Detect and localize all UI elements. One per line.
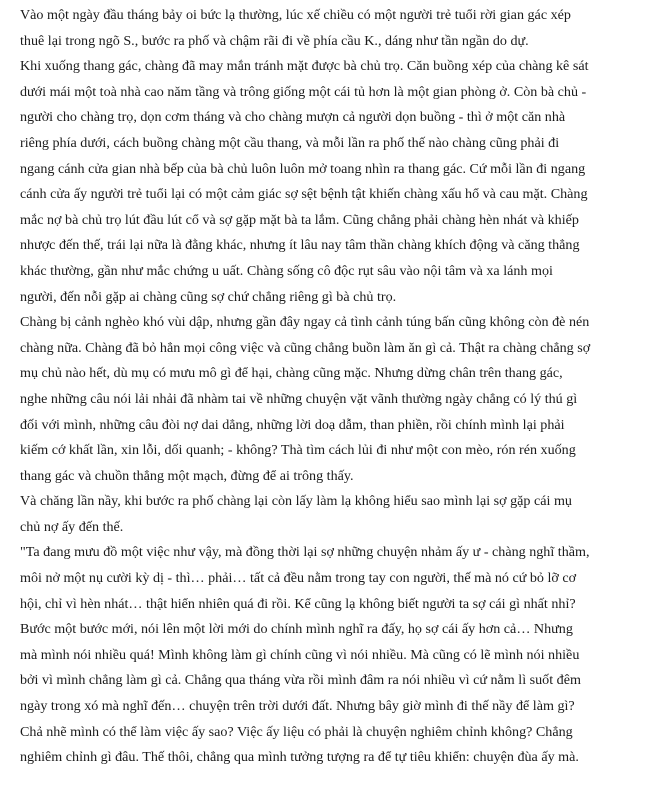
text-line: người, đến nỗi gặp ai chàng cũng sợ chứ chẳng riêng gì bà chủ trọ. xyxy=(20,288,397,305)
text-line: chủ nợ ấy đến thế. xyxy=(20,518,124,535)
text-line: Vào một ngày đầu tháng bảy oi bức lạ thường, lúc xế chiều có một người trẻ tuổi rời gian gác xép xyxy=(20,7,571,23)
text-line: khác thường, gần như mắc chứng u uất. Chàng sống cô độc rụt sâu vào nội tâm và xa lánh mọi xyxy=(20,262,553,279)
paragraph-4 xyxy=(20,489,642,540)
paragraph-2 xyxy=(20,54,642,310)
text-line: Bước một bước mới, nói lên một lời mới do chính mình nghĩ ra đấy, họ sợ cái ấy hơn cả… Nhưng xyxy=(20,621,573,638)
text-line: riêng phía dưới, cách buồng chàng một cầu thang, và mỗi lần ra phố thế nào chàng cũng phải đi xyxy=(20,134,560,151)
text-line: mắc nợ bà chủ trọ lút đầu lút cổ và sợ gặp mặt bà ta lắm. Cũng chẳng phải chàng hèn nhát và khiếp xyxy=(20,211,579,228)
text-line: thuê lại trong ngõ S., bước ra phố và chậm rãi đi về phía cầu K., dáng như tần ngần do dự. xyxy=(20,32,529,49)
text-line: bởi vì mình chẳng làm gì cả. Chẳng qua tháng vừa rồi mình đâm ra nói nhiều vì cứ nằm lì suốt đêm xyxy=(20,672,581,689)
text-line: nghiêm chỉnh gì đâu. Thế thôi, chẳng qua mình tưởng tượng ra để tự tiêu khiển: chuyện đùa ấy mà. xyxy=(20,749,579,766)
document-page xyxy=(20,0,642,800)
text-line: nhược đến thế, trái lại nữa là đằng khác, nhưng ít lâu nay tâm thần chàng khích động và căng thẳng xyxy=(20,237,580,254)
text-line: mà mình nói nhiều quá! Mình không làm gì chính cũng vì nói nhiều. Mà cũng có lẽ mình nói nhiều xyxy=(20,646,580,663)
text-line: hội, chỉ vì hèn nhát… thật hiển nhiên quá đi rồi. Kể cũng lạ không biết người ta sợ cái gì nhất nhỉ? xyxy=(20,595,576,612)
text-line: Và chăng lần nầy, khi bước ra phố chàng lại còn lấy làm lạ không hiểu sao mình lại sợ gặp cái mụ xyxy=(20,493,572,510)
text-line: mụ chủ nào hết, dù mụ có mưu mô gì để hại, chàng cũng mặc. Nhưng dừng chân trên thang gác, xyxy=(20,365,563,382)
text-line: dưới mái một toà nhà cao năm tầng và trông giống một cái tủ hơn là một gian phòng ở. Còn bà chủ - xyxy=(20,83,587,100)
text-line: "Ta đang mưu đồ một việc như vậy, mà đồng thời lại sợ những chuyện nhảm ấy ư - chàng nghĩ thầm, xyxy=(20,544,590,561)
text-line: ngày trong xó mà nghĩ đến… chuyện trên trời dưới đất. Nhưng bây giờ mình đi thế nầy để làm gì? xyxy=(20,698,575,715)
text-line: đối với mình, những câu đòi nợ dai dẳng, những lời doạ dẫm, than phiền, rồi chính mình lại phải xyxy=(20,416,565,433)
text-line: nghe những câu nói lải nhải đã nhàm tai về những chuyện vặt vãnh thường ngày chẳng có lý thú gì xyxy=(20,390,578,407)
paragraph-1 xyxy=(20,3,642,54)
text-line: Chàng bị cảnh nghèo khó vùi dập, nhưng gần đây ngay cả tình cảnh túng bấn cũng không còn đè nén xyxy=(20,314,590,331)
paragraph-5 xyxy=(20,540,642,770)
text-line: người cho chàng trọ, dọn cơm tháng và cho chàng mượn cả người dọn buồng - thì ở một căn nhà xyxy=(20,109,566,126)
text-line: cánh cửa ấy người trẻ tuổi lại có một cảm giác sợ sệt bệnh tật khiến chàng xấu hổ và cau mặt. Chàng xyxy=(20,186,588,203)
text-line: thang gác và chuồn thẳng một mạch, đừng để ai trông thấy. xyxy=(20,467,354,484)
text-line: chàng nữa. Chàng đã bỏ hẳn mọi công việc và cũng chẳng buồn làm ăn gì cả. Thật ra chàng chẳng sợ xyxy=(20,339,591,356)
text-line: Khi xuống thang gác, chàng đã may mắn tránh mặt được bà chủ trọ. Căn buồng xép của chàng kê sát xyxy=(20,58,589,75)
text-line: Chả nhẽ mình có thể làm việc ấy sao? Việc ấy liệu có phải là chuyện nghiêm chỉnh không? Chẳng xyxy=(20,723,573,740)
text-line: kiếm cớ khất lần, xin lỗi, dối quanh; - không? Thà tìm cách lủi đi như một con mèo, rón rén xuống xyxy=(20,442,576,459)
text-line: ngang cánh cửa gian nhà bếp của bà chủ luôn luôn mở toang nhìn ra thang gác. Cứ mỗi lần đi ngang xyxy=(20,160,586,177)
text-line: môi nở một nụ cười kỳ dị - thì… phải… tất cả đều nằm trong tay con người, thế mà nó cứ bỏ lỡ cơ xyxy=(20,570,577,587)
paragraph-3 xyxy=(20,310,642,489)
